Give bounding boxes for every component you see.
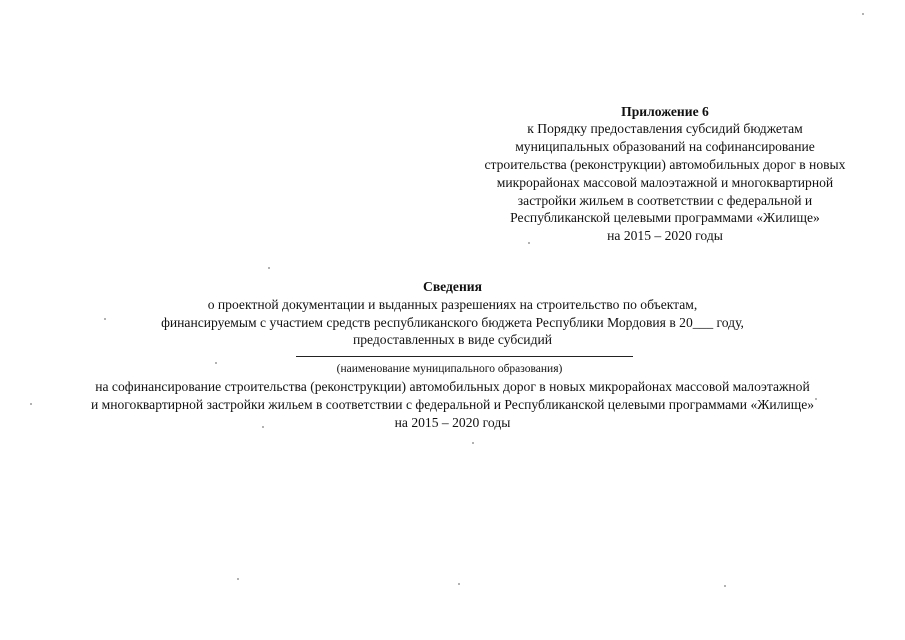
appendix-line: на 2015 – 2020 годы (607, 228, 723, 243)
scan-speck (724, 585, 726, 587)
appendix-line: Республиканской целевыми программами «Жилище» (510, 210, 820, 225)
appendix-line: муниципальных образований на софинансирование (515, 139, 815, 154)
scan-speck (472, 442, 474, 444)
info-line: финансируемым с участием средств республиканского бюджета Республики Мордовия в 20___ году, (161, 315, 744, 330)
appendix-title: Приложение 6 (621, 104, 709, 119)
scan-speck (528, 242, 530, 244)
info-heading: Сведения (423, 279, 482, 294)
scan-speck (104, 318, 106, 320)
purpose-line: на софинансирование строительства (реконструкции) автомобильных дорог в новых микрорайонах массовой малоэтажной (95, 379, 810, 394)
info-line: предоставленных в виде субсидий (352, 332, 553, 347)
appendix-line: застройки жильем в соответствии с федеральной и (517, 193, 813, 208)
purpose-line: и многоквартирной застройки жильем в соответствии с федеральной и Республиканской целевыми программами «Жилище» (90, 397, 815, 412)
scan-speck (268, 267, 270, 269)
scan-speck (237, 578, 239, 580)
appendix-line: микрорайонах массовой малоэтажной и многоквартирной (496, 175, 834, 190)
scan-speck (215, 362, 217, 364)
info-line: о проектной документации и выданных разрешениях на строительство по объектам, (207, 297, 698, 312)
scan-speck (30, 403, 32, 405)
scan-speck (458, 583, 460, 585)
scan-speck (262, 426, 264, 428)
scan-speck (815, 398, 817, 400)
municipality-blank-line (296, 356, 633, 357)
scan-speck (862, 13, 864, 15)
municipality-caption: (наименование муниципального образования) (336, 363, 563, 375)
appendix-line: к Порядку предоставления субсидий бюджетам (527, 121, 803, 136)
purpose-line: на 2015 – 2020 годы (394, 415, 511, 430)
appendix-line: строительства (реконструкции) автомобильных дорог в новых (484, 157, 846, 172)
